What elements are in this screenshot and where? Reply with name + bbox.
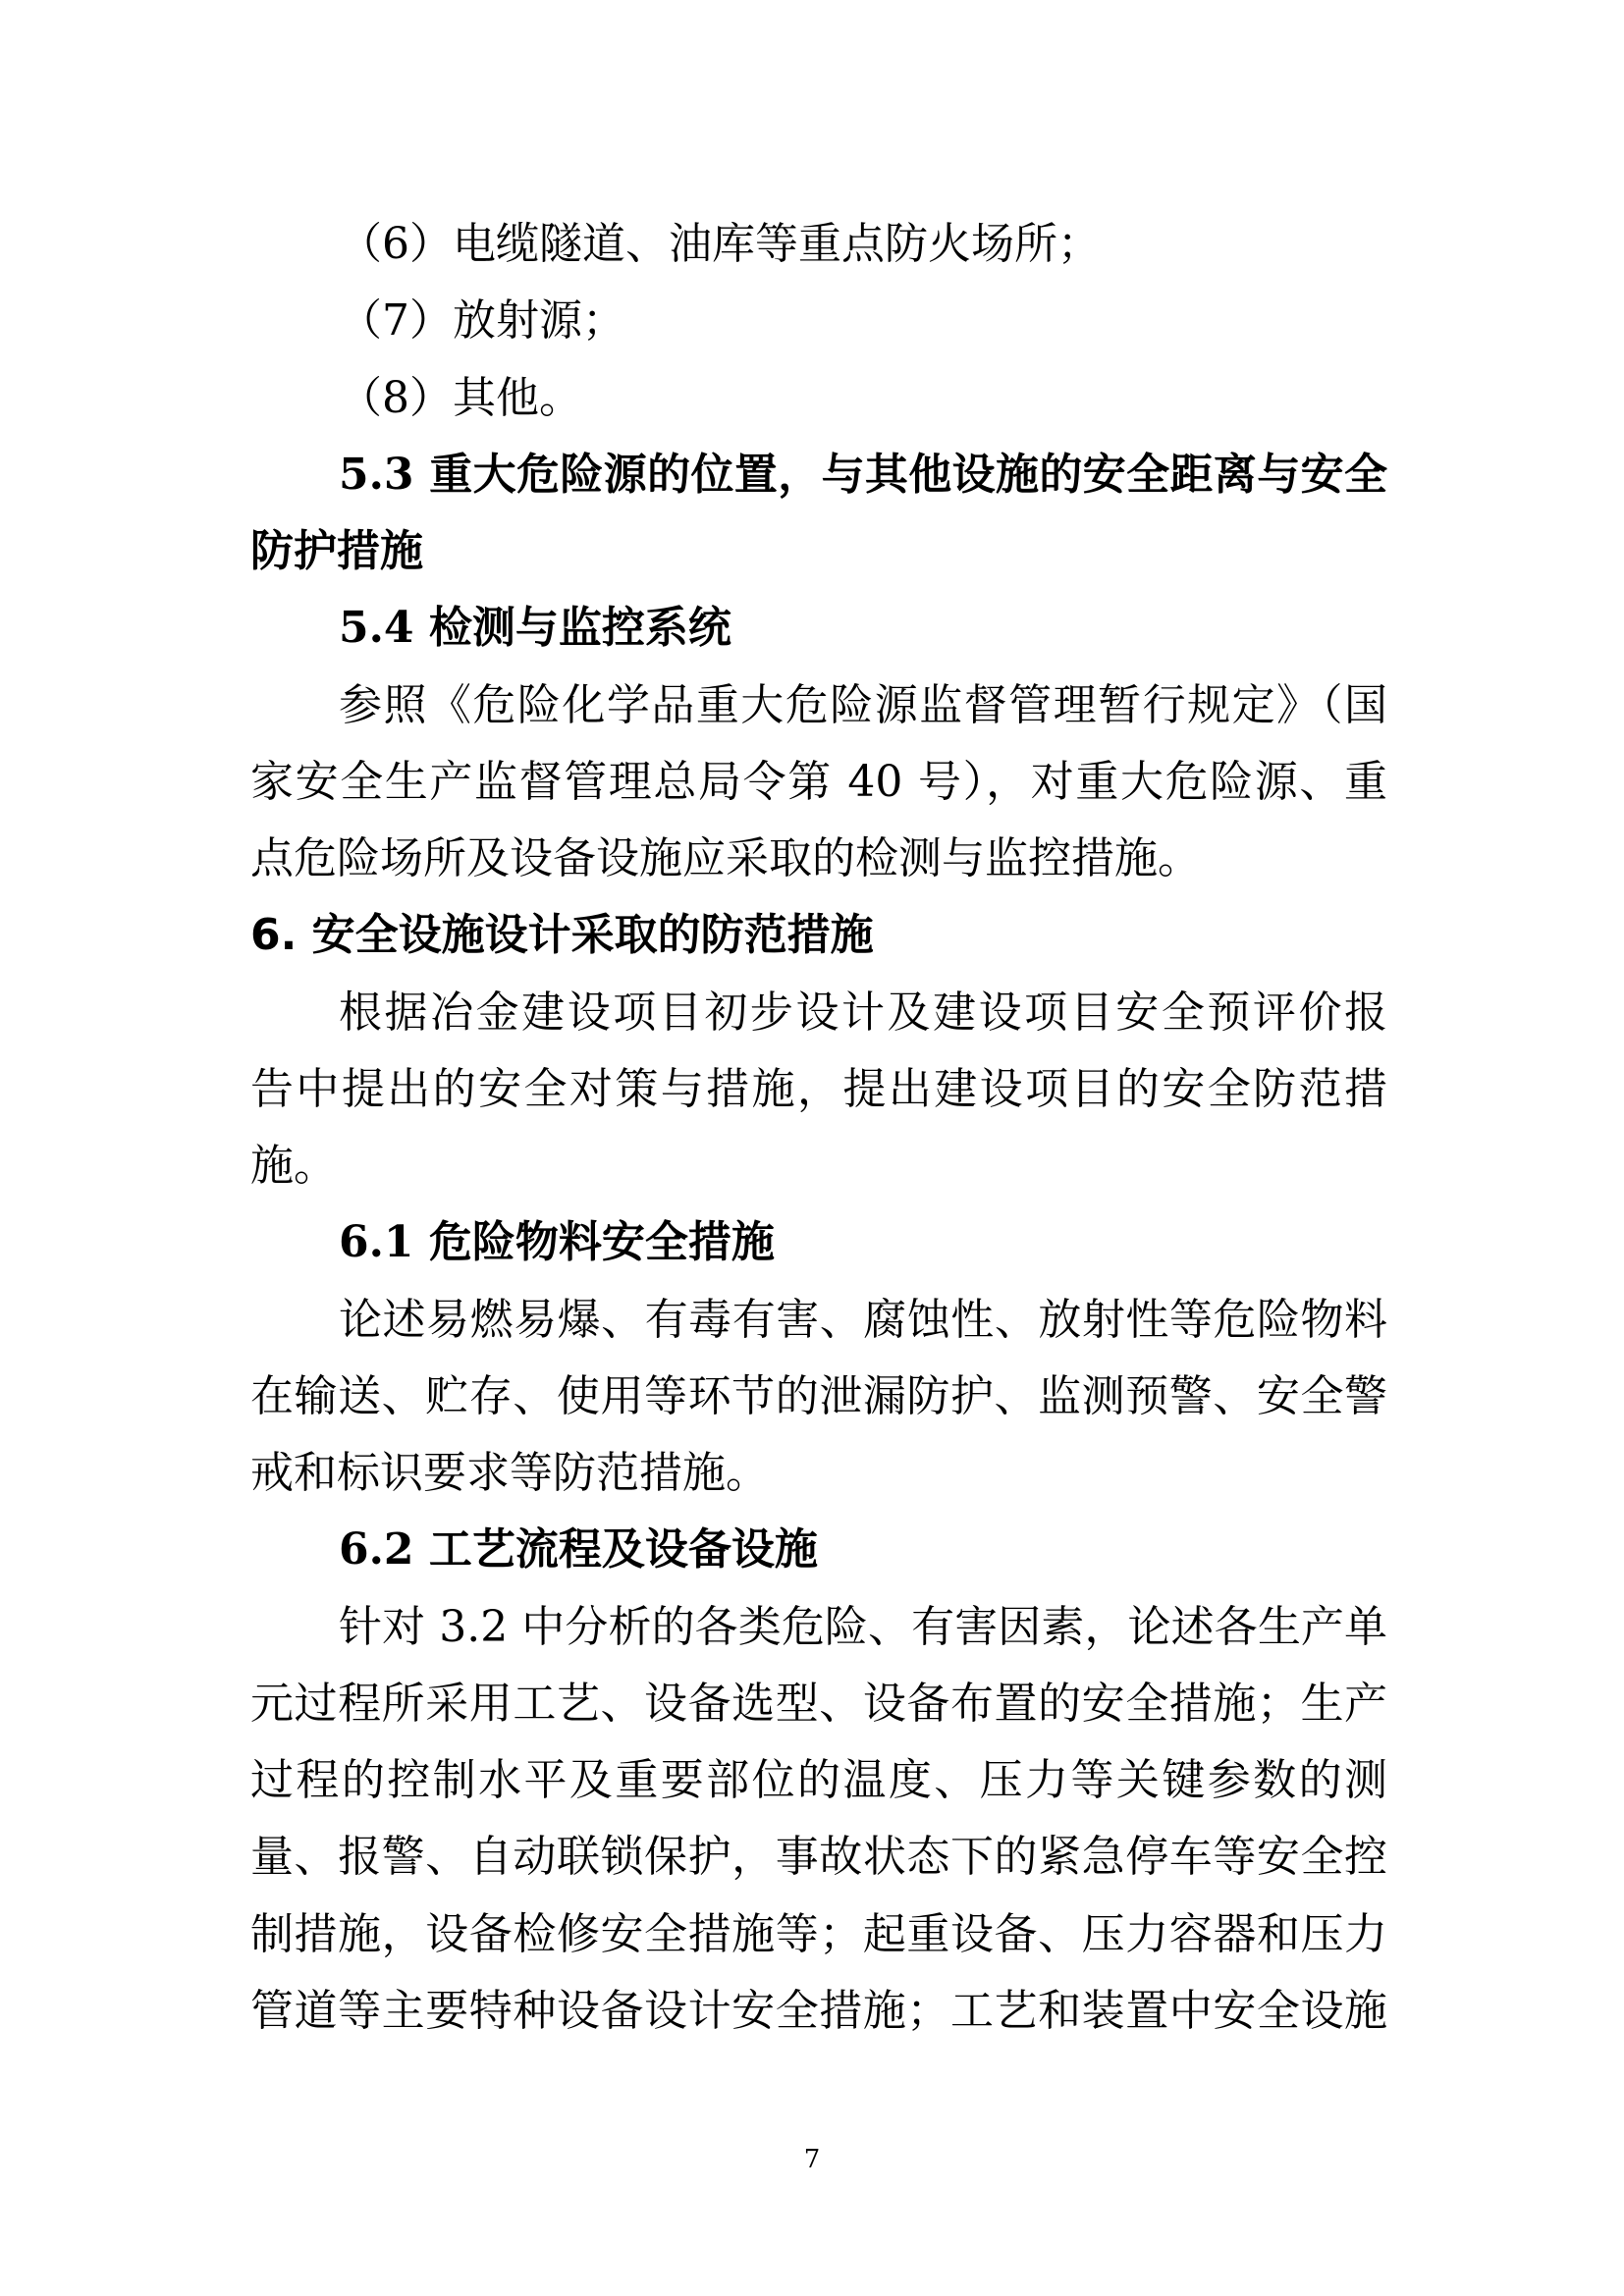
section-title-line: 重大危险源的位置，与其他设施的安全距离与安全 xyxy=(429,449,1387,500)
body-line: 点危险场所及设备设施应采取的检测与监控措施。 xyxy=(250,833,1201,883)
section-title-line: 防护措施 xyxy=(250,526,423,576)
section-title-line: 安全设施设计采取的防范措施 xyxy=(311,910,874,961)
section-number: 6. xyxy=(250,910,298,961)
section-heading-5-4 xyxy=(250,590,1387,667)
section-number: 6.1 xyxy=(339,1217,414,1268)
body-line: 家安全生产监督管理总局令第 40 号），对重大危险源、重 xyxy=(250,756,1387,807)
body-line: 论述易燃易爆、有毒有害、腐蚀性、放射性等危险物料 xyxy=(339,1294,1387,1345)
section-number: 5.3 xyxy=(339,449,414,500)
page-number: 7 xyxy=(803,2145,821,2174)
body-line: 针对 3.2 中分析的各类危险、有害因素，论述各生产单 xyxy=(339,1601,1387,1652)
section-heading-6 xyxy=(250,897,1387,974)
body-line: 施。 xyxy=(250,1141,337,1191)
section-title-line: 工艺流程及设备设施 xyxy=(428,1524,818,1575)
list-item: （7）放射源； xyxy=(339,295,625,347)
list-item: （6）电缆隧道、油库等重点防火场所； xyxy=(339,219,1101,269)
body-line: 管道等主要特种设备设计安全措施；工艺和装置中安全设施 xyxy=(250,1985,1387,2036)
section-heading-5-3 xyxy=(250,437,1387,513)
body-line: 告中提出的安全对策与措施，提出建设项目的安全防范措 xyxy=(250,1063,1387,1114)
section-title-line: 检测与监控系统 xyxy=(428,603,731,654)
body-line: 量、报警、自动联锁保护，事故状态下的紧急停车等安全控 xyxy=(250,1832,1387,1883)
list-item: （8）其他。 xyxy=(339,372,582,423)
document-body xyxy=(250,206,1387,2050)
body-line: 参照《危险化学品重大危险源监督管理暂行规定》（国 xyxy=(339,679,1387,730)
body-line: 戒和标识要求等防范措施。 xyxy=(250,1448,769,1498)
body-line: 过程的控制水平及重要部位的温度、压力等关键参数的测 xyxy=(250,1755,1387,1805)
section-title-line: 危险物料安全措施 xyxy=(428,1217,775,1268)
body-line: 元过程所采用工艺、设备选型、设备布置的安全措施；生产 xyxy=(250,1678,1387,1729)
section-heading-6-1 xyxy=(250,1204,1387,1281)
body-line: 根据冶金建设项目初步设计及建设项目安全预评价报 xyxy=(339,987,1387,1038)
section-heading-6-2 xyxy=(250,1512,1387,1588)
body-line: 制措施，设备检修安全措施等；起重设备、压力容器和压力 xyxy=(250,1908,1387,1959)
section-number: 5.4 xyxy=(339,603,414,654)
body-line: 在输送、贮存、使用等环节的泄漏防护、监测预警、安全警 xyxy=(250,1370,1387,1421)
section-number: 6.2 xyxy=(339,1524,414,1575)
